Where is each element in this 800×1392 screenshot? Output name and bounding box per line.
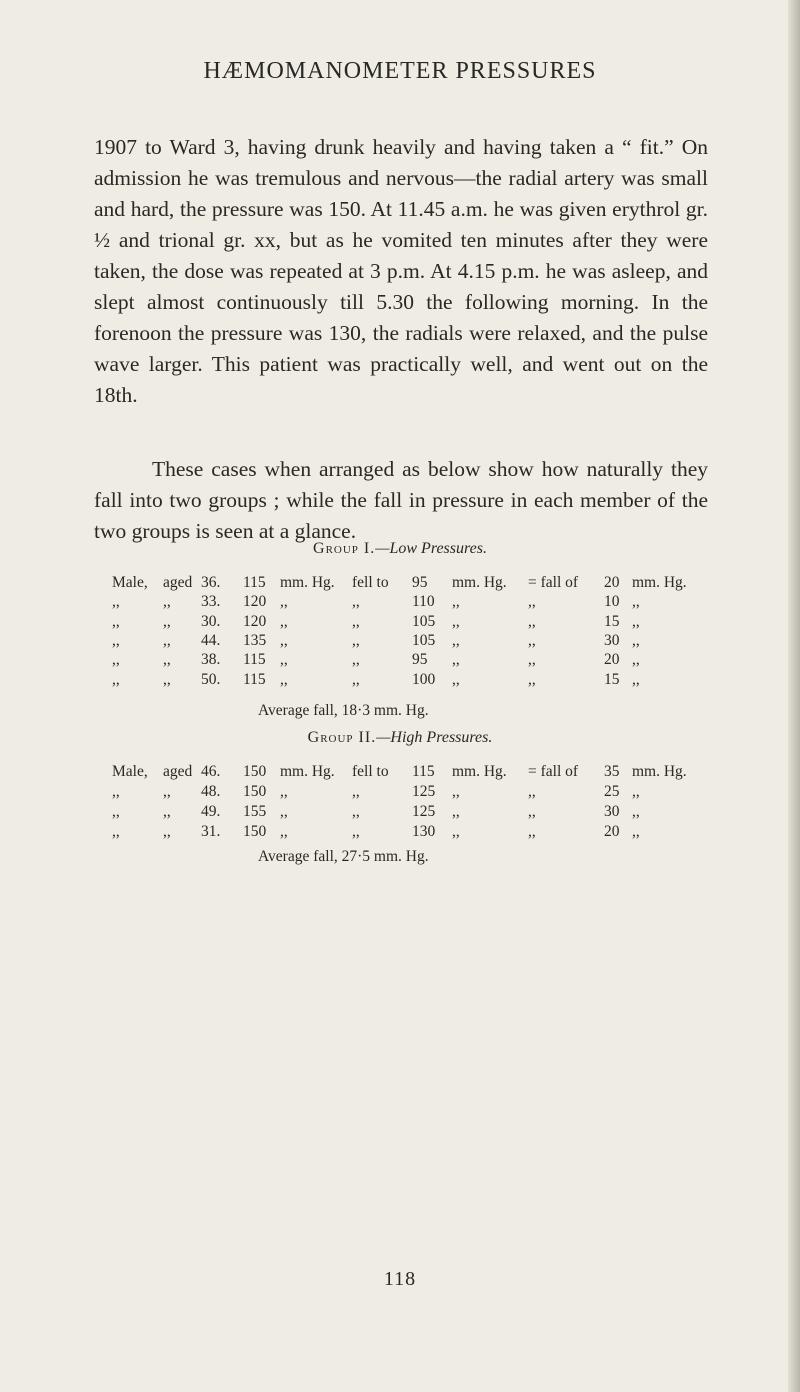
group2-subtitle: —High Pressures. bbox=[376, 729, 493, 746]
cell-u3: mm. Hg. bbox=[632, 574, 687, 591]
cell-eq: ,, bbox=[528, 612, 536, 630]
cell-fall: 30 bbox=[604, 803, 620, 820]
group1-title bbox=[0, 540, 800, 558]
cell-u1: ,, bbox=[280, 612, 288, 630]
cell-u3: mm. Hg. bbox=[632, 763, 687, 780]
cell-age: 33. bbox=[201, 593, 221, 611]
group2-label: Group II. bbox=[307, 729, 377, 746]
cell-u1: ,, bbox=[280, 823, 288, 840]
cell-aged: ,, bbox=[163, 593, 171, 611]
cell-aged: aged bbox=[163, 574, 193, 591]
cell-sex: ,, bbox=[112, 612, 120, 630]
paragraph-groups-intro: These cases when arranged as below show how naturally they fall into two groups ; while the fall in pressure in each member of the two groups is seen at a glance. bbox=[94, 456, 708, 543]
cell-u1: ,, bbox=[280, 670, 288, 688]
cell-from: 115 bbox=[243, 651, 266, 669]
cell-to: 95 bbox=[412, 574, 428, 591]
cell-fell: ,, bbox=[352, 651, 360, 669]
cell-age: 44. bbox=[201, 631, 221, 649]
cell-age: 48. bbox=[201, 783, 221, 800]
running-header: HÆMOMANOMETER PRESSURES bbox=[203, 58, 597, 84]
cell-age: 36. bbox=[201, 574, 221, 591]
cell-u2: ,, bbox=[452, 783, 460, 800]
cell-eq: ,, bbox=[528, 593, 536, 611]
cell-from: 120 bbox=[243, 593, 267, 611]
paragraph-case-description: 1907 to Ward 3, having drunk heavily and having taken a “ fit.” On admission he was tremulous and nervous—the radial artery was small and hard, the pressure was 150. At 11.45 a.m. he was given erythrol gr. ½ and trional gr. xx, but as he vomited ten minutes after they were taken, the dose was repeated at 3 p.m. At 4.15 p.m. he was asleep, and slept almost continuously till 5.30 the following morning. In the forenoon the pressure was 130, the radials were relaxed, and the pulse wave larger. This patient was practically well, and went out on the 18th. bbox=[94, 134, 708, 407]
cell-to: 110 bbox=[412, 593, 435, 611]
cell-fell: fell to bbox=[352, 574, 389, 591]
cell-fall: 20 bbox=[604, 651, 620, 669]
cell-to: 115 bbox=[412, 763, 435, 780]
cell-age: 30. bbox=[201, 612, 221, 630]
cell-u3: ,, bbox=[632, 631, 640, 649]
cell-to: 105 bbox=[412, 631, 436, 649]
cell-fell: ,, bbox=[352, 593, 360, 611]
cell-fall: 10 bbox=[604, 593, 620, 611]
cell-age: 38. bbox=[201, 651, 221, 669]
cell-fall: 20 bbox=[604, 823, 620, 840]
cell-fell: ,, bbox=[352, 803, 360, 820]
cell-aged: ,, bbox=[163, 670, 171, 688]
cell-eq: ,, bbox=[528, 631, 536, 649]
cell-u2: ,, bbox=[452, 670, 460, 688]
cell-aged: ,, bbox=[163, 631, 171, 649]
cell-to: 105 bbox=[412, 612, 436, 630]
cell-u2: mm. Hg. bbox=[452, 574, 507, 591]
cell-u3: ,, bbox=[632, 593, 640, 611]
cell-from: 150 bbox=[243, 783, 267, 800]
page-number: 118 bbox=[383, 1268, 417, 1290]
cell-age: 31. bbox=[201, 823, 221, 840]
cell-sex: ,, bbox=[112, 651, 120, 669]
group1-label: Group I. bbox=[313, 540, 376, 557]
cell-u3: ,, bbox=[632, 612, 640, 630]
cell-fell: ,, bbox=[352, 631, 360, 649]
cell-sex: ,, bbox=[112, 631, 120, 649]
cell-from: 155 bbox=[243, 803, 267, 820]
cell-fall: 25 bbox=[604, 783, 620, 800]
cell-u2: ,, bbox=[452, 631, 460, 649]
cell-eq: = fall of bbox=[528, 574, 579, 591]
cell-fell: ,, bbox=[352, 612, 360, 630]
cell-fell: fell to bbox=[352, 763, 389, 780]
cell-u2: ,, bbox=[452, 612, 460, 630]
cell-u3: ,, bbox=[632, 651, 640, 669]
cell-fall: 15 bbox=[604, 612, 620, 630]
cell-u1: ,, bbox=[280, 783, 288, 800]
cell-eq: ,, bbox=[528, 803, 536, 820]
group2-title bbox=[0, 729, 800, 747]
cell-u1: mm. Hg. bbox=[280, 574, 335, 591]
cell-u1: ,, bbox=[280, 593, 288, 611]
cell-to: 130 bbox=[412, 823, 436, 840]
cell-u3: ,, bbox=[632, 783, 640, 800]
cell-eq: ,, bbox=[528, 651, 536, 669]
cell-fall: 20 bbox=[604, 574, 620, 591]
cell-u3: ,, bbox=[632, 803, 640, 820]
cell-u2: mm. Hg. bbox=[452, 763, 507, 780]
cell-aged: ,, bbox=[163, 783, 171, 800]
cell-sex: ,, bbox=[112, 783, 120, 800]
cell-eq: ,, bbox=[528, 670, 536, 688]
cell-aged: ,, bbox=[163, 612, 171, 630]
cell-eq: = fall of bbox=[528, 763, 579, 780]
cell-sex: Male, bbox=[112, 763, 148, 780]
cell-from: 115 bbox=[243, 574, 266, 591]
cell-aged: ,, bbox=[163, 651, 171, 669]
cell-u2: ,, bbox=[452, 593, 460, 611]
cell-to: 100 bbox=[412, 670, 436, 688]
cell-fall: 35 bbox=[604, 763, 620, 780]
cell-eq: ,, bbox=[528, 783, 536, 800]
cell-age: 46. bbox=[201, 763, 221, 780]
cell-sex: Male, bbox=[112, 574, 148, 591]
cell-aged: ,, bbox=[163, 803, 171, 820]
cell-fell: ,, bbox=[352, 823, 360, 840]
cell-from: 150 bbox=[243, 763, 267, 780]
cell-sex: ,, bbox=[112, 823, 120, 840]
cell-u1: ,, bbox=[280, 631, 288, 649]
cell-from: 120 bbox=[243, 612, 267, 630]
cell-to: 125 bbox=[412, 783, 436, 800]
cell-to: 95 bbox=[412, 651, 428, 669]
cell-age: 49. bbox=[201, 803, 221, 820]
cell-from: 115 bbox=[243, 670, 266, 688]
group1-average-text: Average fall, 18·3 mm. Hg. bbox=[258, 702, 429, 719]
cell-sex: ,, bbox=[112, 803, 120, 820]
group1-subtitle: —Low Pressures. bbox=[375, 540, 487, 557]
cell-u1: ,, bbox=[280, 803, 288, 820]
cell-u2: ,, bbox=[452, 651, 460, 669]
cell-age: 50. bbox=[201, 670, 221, 688]
cell-from: 135 bbox=[243, 631, 267, 649]
cell-fall: 15 bbox=[604, 670, 620, 688]
cell-fall: 30 bbox=[604, 631, 620, 649]
page-edge bbox=[788, 0, 800, 1392]
cell-u1: mm. Hg. bbox=[280, 763, 335, 780]
cell-u3: ,, bbox=[632, 670, 640, 688]
cell-u3: ,, bbox=[632, 823, 640, 840]
cell-u2: ,, bbox=[452, 803, 460, 820]
group2-average-text: Average fall, 27·5 mm. Hg. bbox=[258, 848, 429, 865]
cell-sex: ,, bbox=[112, 670, 120, 688]
cell-from: 150 bbox=[243, 823, 267, 840]
cell-fell: ,, bbox=[352, 670, 360, 688]
cell-aged: ,, bbox=[163, 823, 171, 840]
cell-to: 125 bbox=[412, 803, 436, 820]
cell-fell: ,, bbox=[352, 783, 360, 800]
cell-eq: ,, bbox=[528, 823, 536, 840]
cell-aged: aged bbox=[163, 763, 193, 780]
cell-u2: ,, bbox=[452, 823, 460, 840]
cell-u1: ,, bbox=[280, 651, 288, 669]
cell-sex: ,, bbox=[112, 593, 120, 611]
